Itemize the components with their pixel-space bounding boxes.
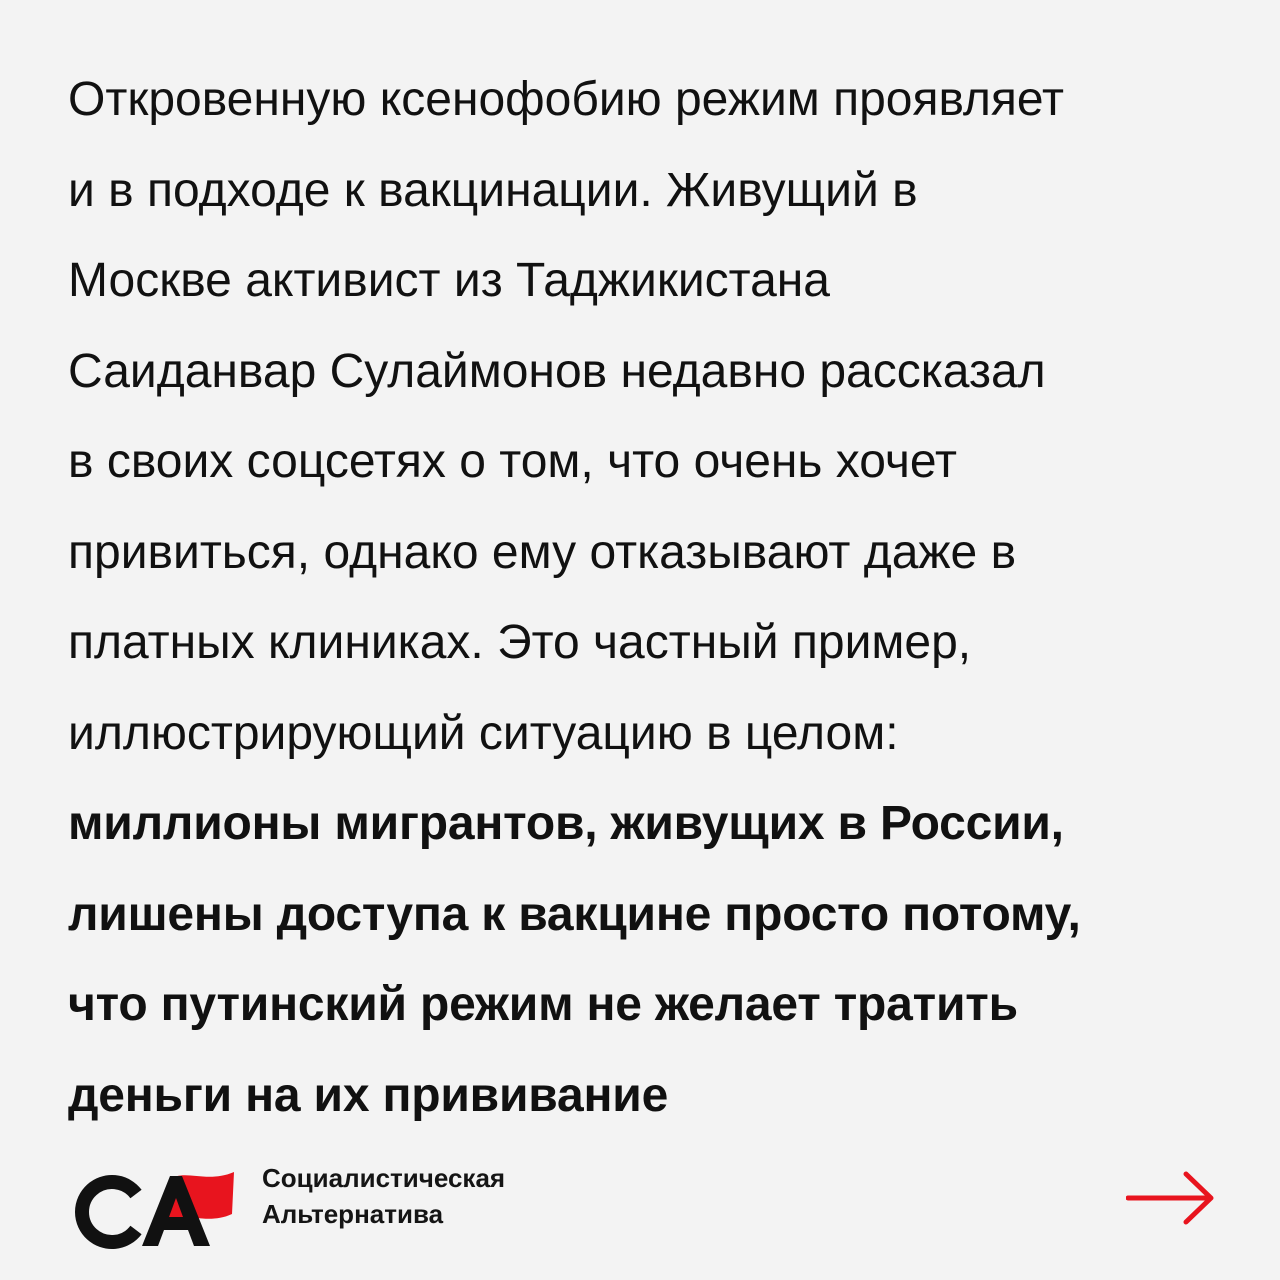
logo	[66, 1150, 241, 1250]
organization-name	[262, 1160, 505, 1232]
org-name-line2: Альтернатива	[262, 1199, 444, 1229]
text-line: Откровенную ксенофобию режим проявляет	[68, 73, 1064, 126]
text-line: в своих соцсетях о том, что очень хочет	[68, 435, 957, 488]
bold-text-line: миллионы мигрантов, живущих в России,	[68, 797, 1064, 850]
bold-text-line: лишены доступа к вакцине просто потому,	[68, 887, 1081, 941]
post-text	[68, 55, 1248, 1141]
text-line: Саиданвар Сулаймонов недавно рассказал	[68, 344, 1046, 398]
logo-letter-c	[82, 1182, 136, 1242]
text-line: привиться, однако ему отказывают даже в	[68, 525, 1017, 579]
bold-text-line: что путинский режим не желает тратить	[68, 978, 1018, 1031]
text-line: платных клиниках. Это частный пример,	[68, 616, 972, 669]
text-line: иллюстрирующий ситуацию в целом:	[68, 706, 899, 760]
footer	[66, 1150, 1216, 1250]
text-line: и в подходе к вакцинации. Живущий в	[68, 163, 918, 217]
arrow-right-icon[interactable]	[1126, 1170, 1216, 1226]
text-line: Москве активист из Таджикистана	[68, 254, 830, 307]
org-name-line1: Социалистическая	[262, 1163, 506, 1193]
bold-text-line: деньги на их прививание	[68, 1068, 669, 1122]
